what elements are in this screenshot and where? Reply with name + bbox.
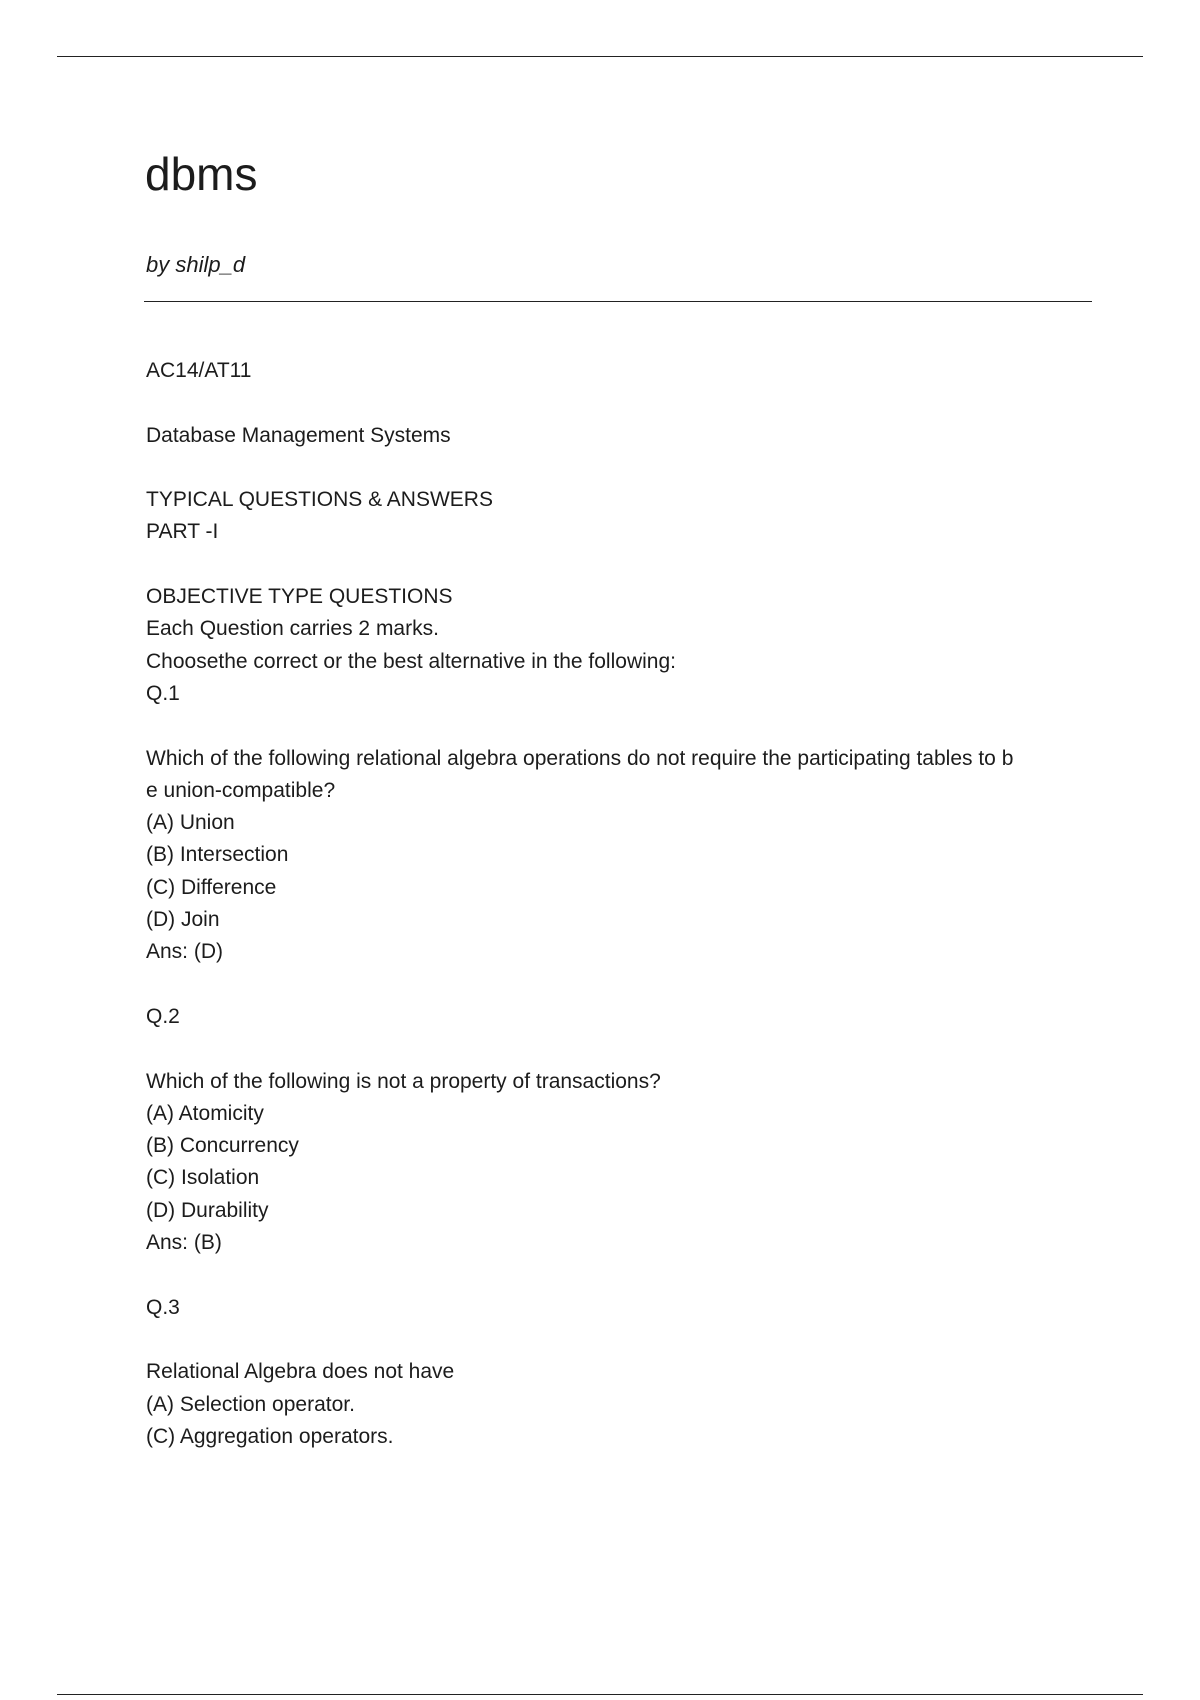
title-divider <box>144 301 1092 302</box>
answer-option: (B) Concurrency <box>146 1134 299 1158</box>
blank-line <box>146 387 1096 419</box>
course-code: AC14/AT11 <box>146 359 252 382</box>
subject-name: Database Management Systems <box>146 423 451 447</box>
blank-line <box>146 1259 1096 1291</box>
question-text: Which of the following is not a property of transactions? <box>146 1069 661 1093</box>
blank-line <box>146 452 1096 484</box>
section-heading: TYPICAL QUESTIONS & ANSWERS <box>146 488 493 512</box>
question-number: Q.1 <box>146 681 180 705</box>
answer-option: (D) Join <box>146 908 220 932</box>
answer-option: (A) Atomicity <box>146 1101 264 1125</box>
answer-key: Ans: (D) <box>146 940 224 964</box>
question-text: e union-compatible? <box>146 778 336 802</box>
page-bottom-rule <box>57 1694 1143 1695</box>
document-body <box>146 355 1096 1453</box>
instructions: Choosethe correct or the best alternative in the following: <box>146 649 676 673</box>
document-author: by shilp_d <box>146 252 246 277</box>
part-label: PART -I <box>146 520 219 544</box>
question-type-heading: OBJECTIVE TYPE QUESTIONS <box>146 585 453 609</box>
blank-line <box>146 710 1096 742</box>
blank-line <box>146 1324 1096 1356</box>
marks-note: Each Question carries 2 marks. <box>146 617 439 641</box>
answer-option: (A) Union <box>146 811 235 835</box>
blank-line <box>146 549 1096 581</box>
blank-line <box>146 1033 1096 1065</box>
answer-option: (B) Intersection <box>146 843 289 867</box>
answer-option: (C) Aggregation operators. <box>146 1424 394 1448</box>
question-number: Q.2 <box>146 1004 180 1028</box>
question-text: Relational Algebra does not have <box>146 1360 455 1384</box>
answer-key: Ans: (B) <box>146 1231 222 1255</box>
answer-option: (C) Isolation <box>146 1166 260 1190</box>
answer-option: (A) Selection operator. <box>146 1392 355 1416</box>
page-top-rule <box>57 56 1143 57</box>
blank-line <box>146 969 1096 1001</box>
document-title: dbms <box>145 148 258 200</box>
question-number: Q.3 <box>146 1295 180 1319</box>
answer-option: (D) Durability <box>146 1198 269 1222</box>
question-text: Which of the following relational algebra operations do not require the participating tables to b <box>146 746 1014 770</box>
answer-option: (C) Difference <box>146 875 277 899</box>
